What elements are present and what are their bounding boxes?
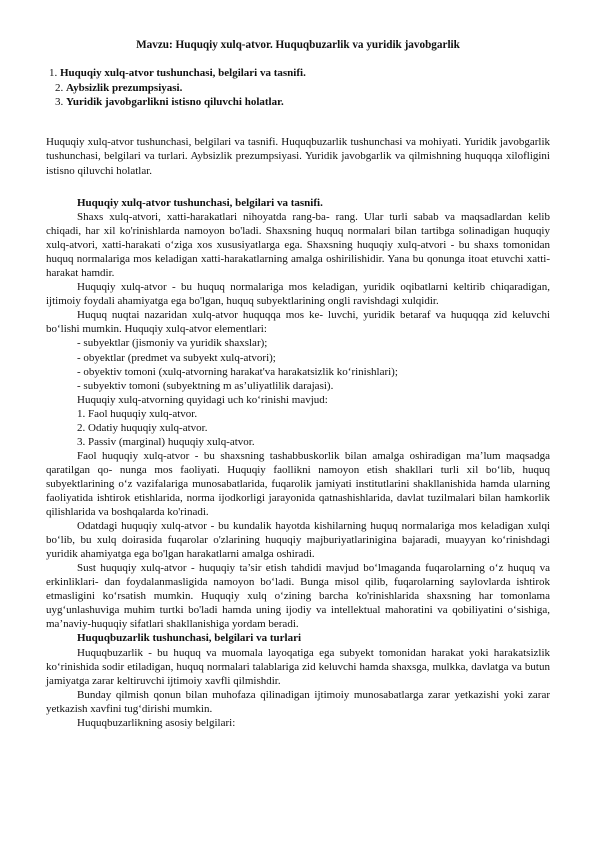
document-body	[46, 196, 550, 730]
topic-outline	[49, 66, 549, 110]
paragraph: Bunday qilmish qonun bilan muhofaza qilinadigan ijtimoiy munosabatlarga zarar yetkazishi yoki zarar yetkazish xavfini tug‘dirishi mumkin.	[46, 688, 550, 715]
paragraph: Sust huquqiy xulq-atvor - huquqiy ta’sir etish tahdidi mavjud bo‘lmaganda fuqarolarning o‘z huquq va erkinliklari- dan foydalanmasligida namoyon bo‘ladi. Bunga misol qilib, fuqarolarning saylovlarda ishtirok etmasligini ko‘rsatish mumkin. Huquqiy xulq o‘zining barcha ko'rinishlarida shaxsning har tomonlama uyg‘unlashuviga muhim turtki bo'ladi hamda uning ijodiy va intellektual mahoratini va qobiliyatini o‘sishiga, ma’naviy-huquqiy sifatlari shakllanishiga yordam beradi.	[46, 562, 550, 631]
outline-label: Aybsizlik prezumpsiyasi.	[66, 81, 183, 94]
list-item: - subyektlar (jismoniy va yuridik shaxslar);	[77, 337, 268, 350]
outline-number: 3.	[55, 96, 64, 108]
document-title: Mavzu: Huquqiy xulq-atvor. Huquqbuzarlik va yuridik javobgarlik	[136, 39, 460, 51]
outline-number: 2.	[55, 81, 64, 94]
outline-item	[49, 81, 549, 96]
outline-number: 1.	[49, 67, 58, 79]
paragraph: Huquqbuzarlik - bu huquq va muomala layoqatiga ega subyekt tomonidan harakat yoki harakatsizlik ko‘rinishida sodir etiladigan, huquq normalari talablariga zid keluvchi hamda shaxsga, mulkka, davlatga va butun jamiyatga zarar keltiruvchi ijtimoiy xavfli qilmishdir.	[46, 646, 550, 687]
list-item: 2. Odatiy huquqiy xulq-atvor.	[77, 421, 208, 434]
list-item: 1. Faol huquqiy xulq-atvor.	[77, 407, 198, 420]
outline-label: Yuridik javobgarlikni istisno qiluvchi holatlar.	[66, 96, 284, 108]
intro-paragraph: Huquqiy xulq-atvor tushunchasi, belgilari va tasnifi. Huquqbuzarlik tushunchasi va mohiyati. Yuridik javobgarlik tushunchasi, belgilari va turlari. Aybsizlik prezumpsiyasi. Yuridik javobgarlik va qilmishning huquqqa xilofligini istisno qiluvchi holatlar.	[46, 136, 550, 177]
paragraph: Odatdagi huquqiy xulq-atvor - bu kundalik hayotda kishilarning huquq normalariga mos keladigan xulqi bo‘lib, bu xulq doirasida fuqarolar o'zlarining huquqiy majburiyatlarinigina bajaradi, muayyan ko‘rinishdagi yuridik ahamiyatga ega bo'lgan harakatlarni amalga oshiradi.	[46, 520, 550, 561]
list-item: - subyektiv tomoni (subyektning m as’uliyatlilik darajasi).	[77, 379, 334, 392]
paragraph: Faol huquqiy xulq-atvor - bu shaxsning tashabbuskorlik bilan amalga oshiradigan ma’lum maqsadga qaratilgan qo- nunga mos faoliyati. Huquqiy faollikni namoyon etish shakllari turli xil bo‘lib, huquq subyektlarining o‘z vazifalariga munosabatlarida, fuqarolik jamiyati institutlarini shakllanishida hamda ularning faoliyatida ishtirok etishlarida, norma ijodkorligi jarayonida qatnashishlarida, davlat tuzilmalari bilan hamkorlik qilishlarida va boshqalarda ko'rinadi.	[46, 449, 550, 519]
list-item: - obyektiv tomoni (xulq-atvorning harakat'va harakatsizlik ko‘rinishlari);	[77, 365, 398, 378]
paragraph: Shaxs xulq-atvori, xatti-harakatlari nihoyatda rang-ba- rang. Ular turli sabab va maqsadlardan kelib chiqadi, har xil ko'rinishlarda namoyon bo'ladi. Shaxsning huquq normalari bilan tartibga solinadigan huquqiy xulq-atvori, xatti-harakati o‘ziga xos xususiyatlarga ega. Shaxsning huquqiy xulq-atvori - bu shaxs tomonidan huquq normalariga mos keladigan xatti-harakatlarning amalga oshirilishidir. Yana bu qonunga itoat etuvchi xatti-harakat hamdir.	[46, 211, 550, 280]
outline-item	[49, 66, 549, 81]
paragraph: Huquqiy xulq-atvorning quyidagi uch ko‘rinishi mavjud:	[77, 393, 328, 406]
list-item: 3. Passiv (marginal) huquqiy xulq-atvor.	[77, 435, 255, 448]
outline-item	[49, 95, 549, 110]
list-item: - obyektlar (predmet va subyekt xulq-atvori);	[77, 351, 276, 364]
outline-label: Huquqiy xulq-atvor tushunchasi, belgilari va tasnifi.	[60, 67, 306, 79]
paragraph: Huquq nuqtai nazaridan xulq-atvor huquqqa mos ke- luvchi, yuridik betaraf va huquqqa zid keluvchi bo‘lishi mumkin. Huquqiy xulq-atvor elementlari:	[46, 309, 550, 336]
section-heading: Huquqbuzarlik tushunchasi, belgilari va turlari	[77, 632, 302, 645]
paragraph: Huquqiy xulq-atvor - bu huquq normalariga mos keladigan, yuridik oqibatlarni keltirib chiqaradigan, ijtimoiy foydali ahamiyatga ega bo'lgan, huquq subyektlarining ongli ravishdagi xulqidir.	[46, 281, 550, 308]
section-heading: Huquqiy xulq-atvor tushunchasi, belgilari va tasnifi.	[77, 197, 323, 209]
paragraph: Huquqbuzarlikning asosiy belgilari:	[77, 716, 236, 729]
